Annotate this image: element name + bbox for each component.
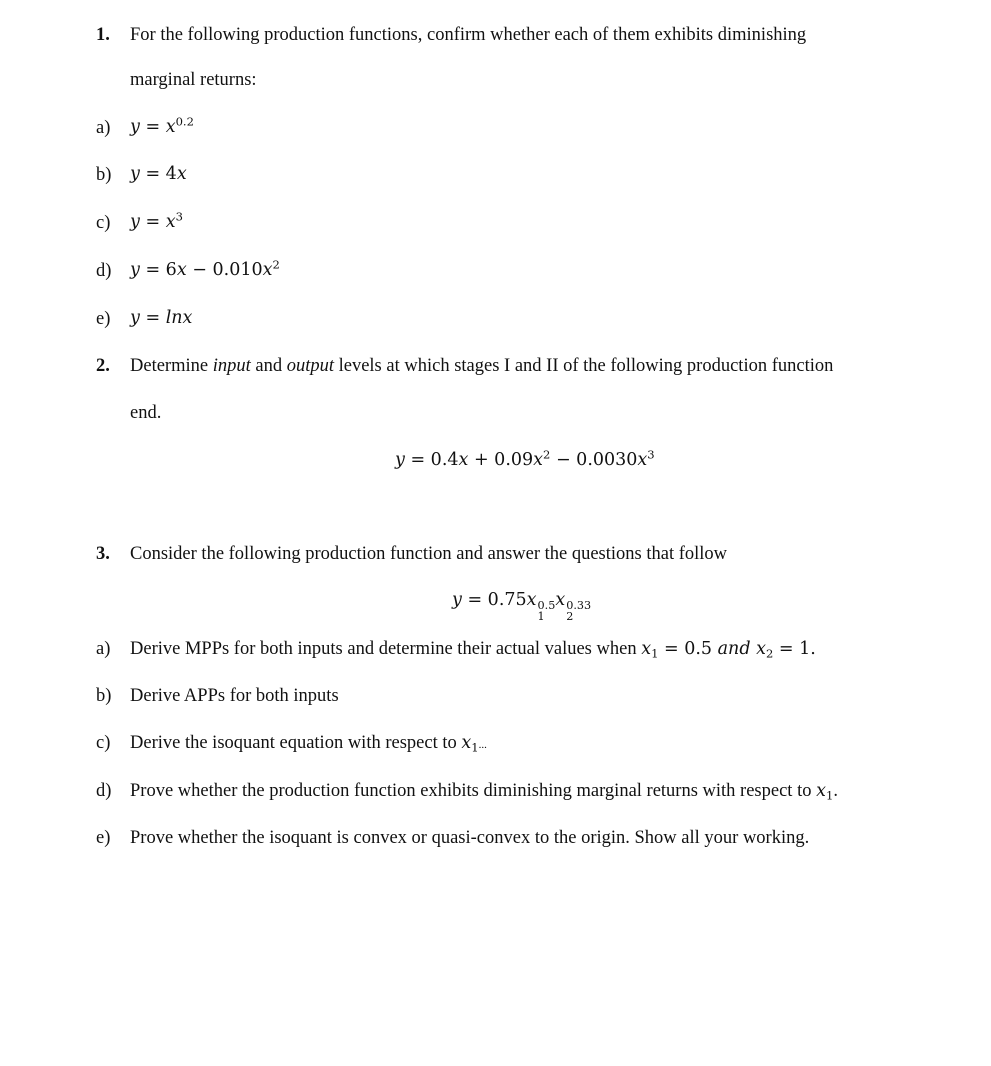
part-equation: $y = 6x - 0.010x^2$	[130, 257, 280, 280]
part-label: e)	[96, 828, 111, 848]
part-equation: y = 4x	[130, 164, 187, 184]
question-number: 1.	[96, 25, 110, 45]
part-text: Derive the isoquant equation with respect to $x_1$...	[130, 733, 487, 755]
question-text: Determine input and output levels at which stages I and II of the following production function	[130, 356, 834, 376]
part-label: a)	[96, 639, 111, 659]
part-equation: $y = x^3$	[130, 209, 183, 232]
question-number: 2.	[96, 356, 110, 376]
q2-equation: $y = 0.4x + 0.09x^2 - 0.0030x^3$	[395, 447, 655, 470]
part-label: c)	[96, 733, 111, 753]
question-text: marginal returns:	[130, 70, 257, 90]
part-text: Derive APPs for both inputs	[130, 686, 339, 706]
question-text: end.	[130, 403, 162, 423]
question-text: Consider the following production function and answer the questions that follow	[130, 544, 728, 564]
part-label: d)	[96, 781, 112, 801]
part-label: b)	[96, 165, 112, 185]
part-text: Prove whether the production function exhibits diminishing marginal returns with respect to $x_1$.	[130, 781, 838, 803]
part-label: a)	[96, 118, 111, 138]
part-label: b)	[96, 686, 112, 706]
part-text: Prove whether the isoquant is convex or quasi-convex to the origin. Show all your working.	[130, 828, 810, 848]
q3-equation: y = 0.75x 0.5 1 x 0.33 2	[452, 590, 592, 623]
part-label: c)	[96, 213, 111, 233]
question-text: For the following production functions, confirm whether each of them exhibits diminishing	[130, 25, 807, 45]
part-label: e)	[96, 309, 111, 329]
question-number: 3.	[96, 544, 110, 564]
part-equation: $y = x^{0.2}$	[130, 114, 194, 137]
part-text: Derive MPPs for both inputs and determine their actual values when $x_1 = 0.5$ and $x_2 = 1$.	[130, 639, 816, 661]
part-equation: y = lnx	[130, 308, 193, 328]
part-label: d)	[96, 261, 112, 281]
